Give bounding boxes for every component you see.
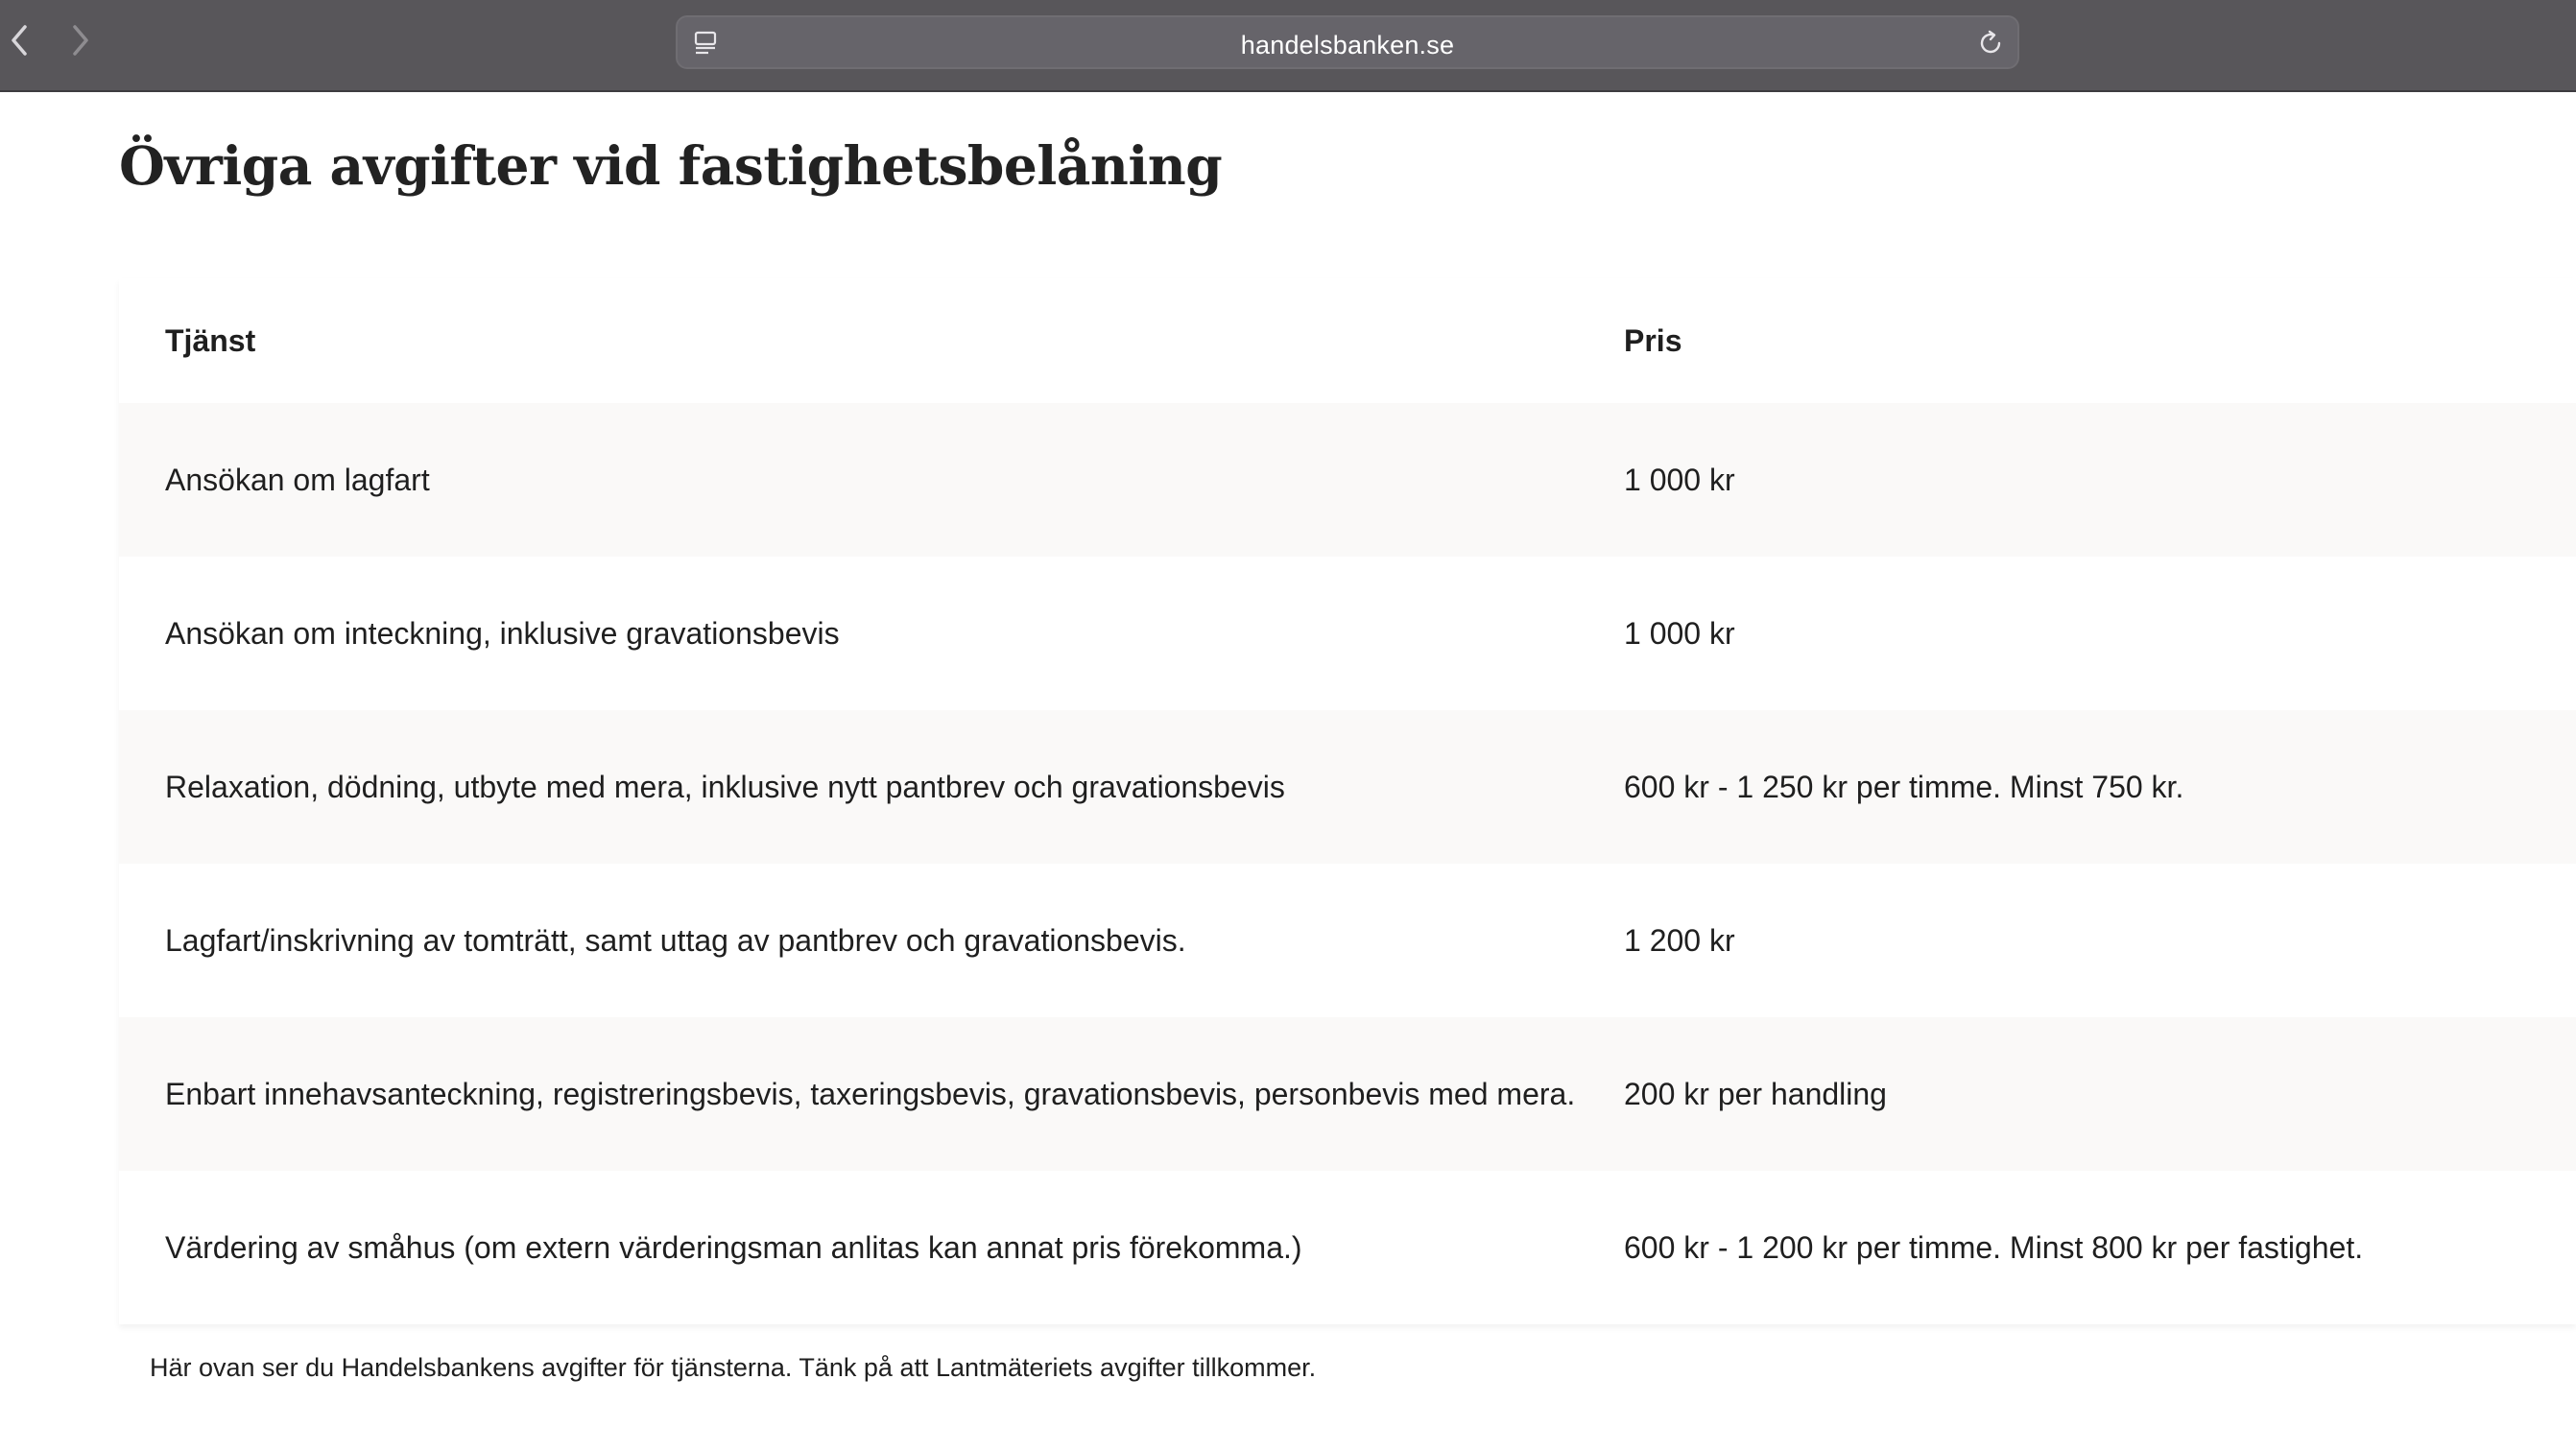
footnote: Här ovan ser du Handelsbankens avgifter för tjänsterna. Tänk på att Lantmäteriets avgifter tillkommer.	[150, 1353, 1317, 1382]
table-row	[119, 1171, 2576, 1324]
price-cell: 600 kr - 1 250 kr per timme. Minst 750 kr.	[1624, 769, 2184, 804]
forward-button[interactable]	[61, 21, 100, 59]
column-header-service: Tjänst	[165, 322, 256, 358]
chevron-right-icon	[69, 23, 92, 58]
fees-table	[119, 278, 2576, 1324]
table-row	[119, 864, 2576, 1017]
table-header-row	[119, 278, 2576, 403]
reload-icon[interactable]	[1975, 28, 2006, 59]
page-title: Övriga avgifter vid fastighetsbelåning	[119, 134, 1223, 197]
browser-toolbar	[0, 0, 2576, 92]
address-bar[interactable]	[676, 15, 2019, 69]
service-cell: Ansökan om lagfart	[165, 462, 430, 497]
table-row	[119, 403, 2576, 557]
table-row	[119, 710, 2576, 864]
service-cell: Värdering av småhus (om extern värderingsman anlitas kan annat pris förekomma.)	[165, 1229, 1302, 1265]
price-cell: 1 200 kr	[1624, 922, 1735, 958]
price-cell: 200 kr per handling	[1624, 1076, 1887, 1111]
service-cell: Relaxation, dödning, utbyte med mera, inklusive nytt pantbrev och gravationsbevis	[165, 769, 1285, 804]
column-header-price: Pris	[1624, 322, 1682, 358]
service-cell: Lagfart/inskrivning av tomträtt, samt uttag av pantbrev och gravationsbevis.	[165, 922, 1186, 958]
price-cell: 1 000 kr	[1624, 462, 1735, 497]
table-row	[119, 1017, 2576, 1171]
service-cell: Ansökan om inteckning, inklusive gravationsbevis	[165, 615, 840, 651]
price-cell: 1 000 kr	[1624, 615, 1735, 651]
url-text[interactable]: handelsbanken.se	[1240, 31, 1455, 59]
back-button[interactable]	[0, 21, 38, 59]
price-cell: 600 kr - 1 200 kr per timme. Minst 800 kr per fastighet.	[1624, 1229, 2364, 1265]
chevron-left-icon	[8, 23, 31, 58]
table-row	[119, 557, 2576, 710]
service-cell: Enbart innehavsanteckning, registreringsbevis, taxeringsbevis, gravationsbevis, personbevis med mera.	[165, 1076, 1576, 1111]
